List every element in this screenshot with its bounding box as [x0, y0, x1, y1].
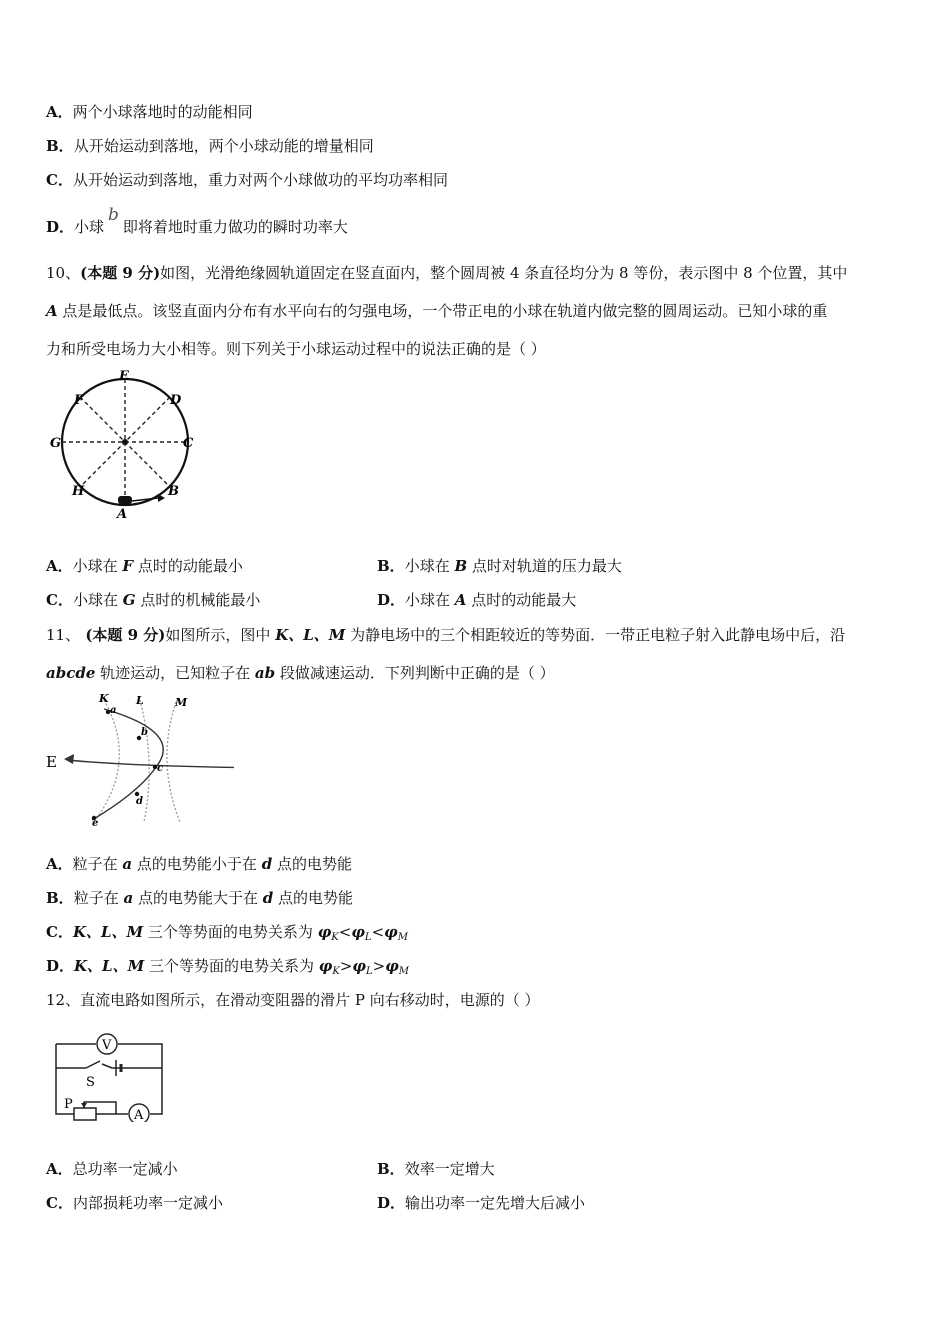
q11-option-c: C．K、L、M 三个等势面的电势关系为 $\varphi_K<\varphi_L<\varphi_M$	[46, 923, 408, 943]
label-K: K	[99, 692, 109, 705]
q10-line2: A 点是最低点。该竖直面内分布有水平向右的匀强电场，一个带正电的小球在轨道内做完整的圆周运动。已知小球的重	[46, 302, 828, 320]
q12-option-b: B．效率一定增大	[377, 1160, 495, 1178]
label-H: H	[72, 484, 85, 499]
q11-option-a: A．粒子在 a 点的电势能小于在 d 点的电势能	[46, 855, 352, 873]
label-F: F	[74, 393, 84, 408]
q10-option-b: B．小球在 B 点时对轨道的压力最大	[377, 557, 622, 575]
switch-label: S	[86, 1075, 95, 1090]
q10-line1: 10、(本题 9 分)如图，光滑绝缘圆轨道固定在竖直面内，整个圆周被 4 条直径均分为 8 等份，表示图中 8 个位置，其中	[46, 264, 848, 282]
q11-line2: abcde 轨迹运动，已知粒子在 ab 段做减速运动．下列判断中正确的是（ ）	[46, 664, 555, 682]
q10-option-c: C．小球在 G 点时的机械能最小	[46, 591, 261, 609]
label-c: c	[157, 763, 164, 774]
q10-stem	[46, 254, 906, 368]
circle-track-figure	[46, 368, 216, 523]
q9-option-b: B．从开始运动到落地，两个小球动能的增量相同	[46, 137, 374, 155]
label-G: G	[50, 436, 62, 451]
label-M: M	[175, 696, 188, 709]
q11-stem	[46, 616, 906, 692]
label-L: L	[136, 694, 144, 707]
q9-option-c: C．从开始运动到落地，重力对两个小球做功的平均功率相同	[46, 171, 448, 189]
label-e: e	[92, 818, 99, 828]
q10-option-a: A．小球在 F 点时的动能最小	[46, 557, 243, 575]
q11-line1: 11、 (本题 9 分)如图所示，图中 K、L、M 为静电场中的三个相距较近的等势面．一带正电粒子射入此静电场中后，沿	[46, 626, 846, 644]
label-d: d	[136, 796, 143, 807]
q9-option-d: D．小球b即将着地时重力做功的瞬时功率大	[46, 205, 348, 236]
q10-line3: 力和所受电场力大小相等。则下列关于小球运动过程中的说法正确的是（ ）	[46, 340, 546, 358]
label-b: b	[141, 727, 148, 738]
q11-option-d: D．K、L、M 三个等势面的电势关系为 $\varphi_K>\varphi_L>\varphi_M$	[46, 957, 410, 977]
label-a: a	[110, 705, 117, 716]
q12-option-d: D．输出功率一定先增大后减小	[377, 1194, 586, 1212]
label-A: A	[117, 507, 128, 522]
label-B: B	[168, 484, 179, 499]
q11-option-b: B．粒子在 a 点的电势能大于在 d 点的电势能	[46, 889, 354, 907]
symbol-b: b	[108, 205, 119, 225]
ammeter-label: A	[134, 1108, 144, 1122]
q12-option-a: A．总功率一定减小	[46, 1160, 178, 1178]
slider-label: P	[64, 1097, 73, 1112]
circuit-figure	[50, 1030, 170, 1122]
voltmeter-label: V	[102, 1038, 112, 1053]
label-D: D	[170, 393, 182, 408]
q12-stem: 12、直流电路如图所示，在滑动变阻器的滑片 P 向右移动时，电源的（ ）	[46, 991, 540, 1009]
q12-option-c: C．内部损耗功率一定减小	[46, 1194, 223, 1212]
equipotential-figure	[44, 692, 234, 828]
q10-option-d: D．小球在 A 点时的动能最大	[377, 591, 577, 609]
q9-option-a: A．两个小球落地时的动能相同	[46, 103, 253, 121]
label-E-field: E	[46, 753, 57, 771]
label-E: E	[119, 369, 129, 384]
label-C: C	[183, 436, 194, 451]
